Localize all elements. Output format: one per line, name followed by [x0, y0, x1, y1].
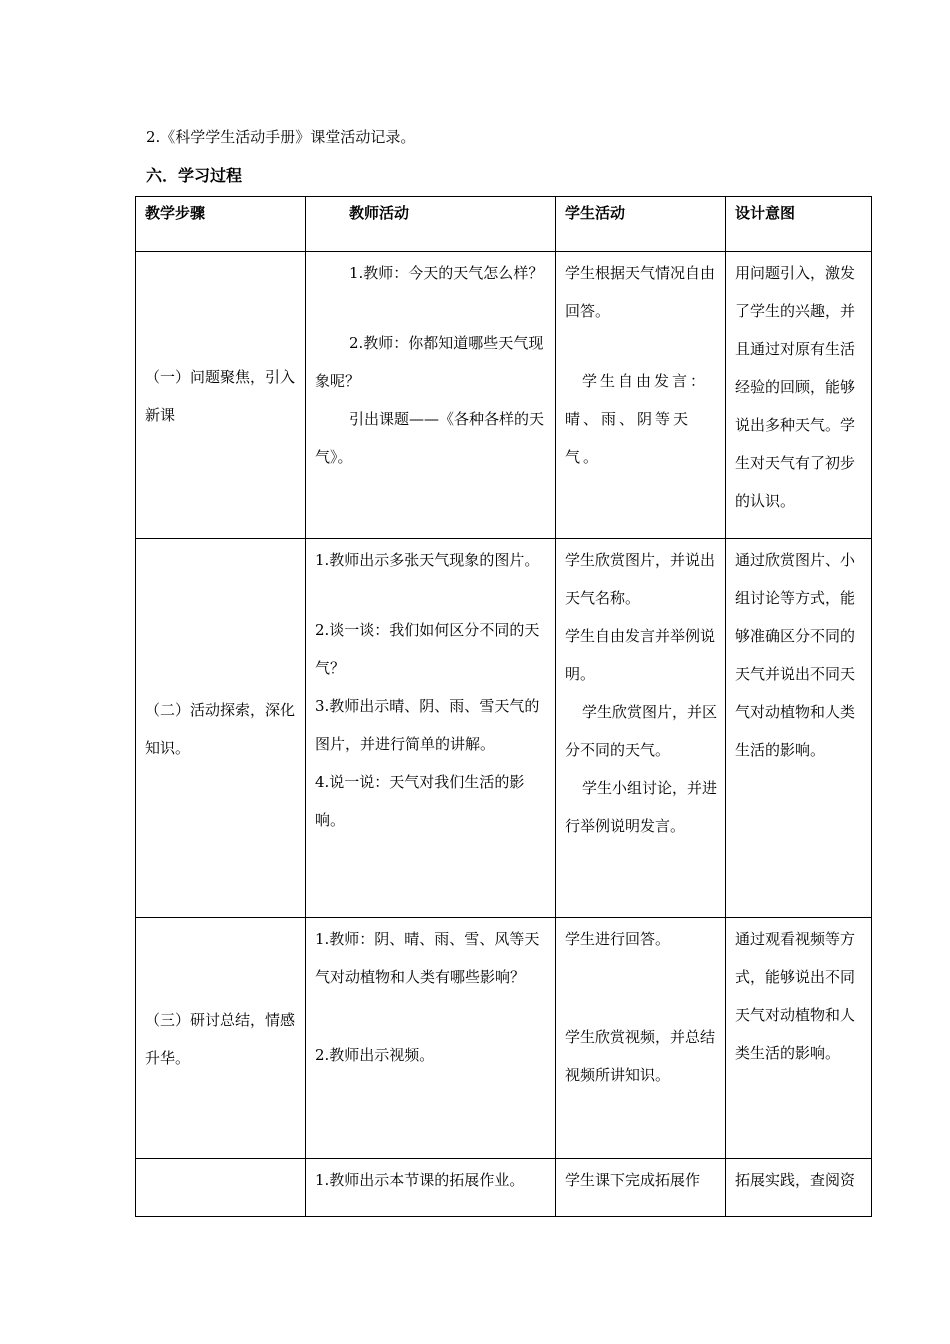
student-line: 学生小组讨论，并进行举例说明发言。	[565, 779, 718, 835]
materials-item-2: 2.《科学学生活动手册》课堂活动记录。	[146, 128, 416, 146]
student-line: 学生自由发言并举例说明。	[565, 627, 716, 683]
step-cell	[136, 1159, 306, 1217]
header-intent: 设计意图	[726, 197, 872, 252]
teacher-line: 1.教师出示多张天气现象的图片。	[315, 551, 540, 569]
intent-cell: 拓展实践，查阅资	[726, 1159, 872, 1217]
teacher-cell	[306, 539, 556, 918]
header-teacher: 教师活动	[306, 197, 556, 252]
section-heading: 六．学习过程	[146, 166, 243, 185]
teacher-line: 2.教师出示视频。	[315, 1046, 435, 1064]
teacher-line: 1.教师：今天的天气怎么样？	[349, 264, 544, 282]
teacher-line: 3.教师出示晴、阴、雨、雪天气的图片，并进行简单的讲解。	[315, 697, 540, 753]
student-cell	[556, 252, 726, 539]
header-student: 学生活动	[556, 197, 726, 252]
intent-cell: 用问题引入，激发了学生的兴趣，并且通过对原有生活经验的回顾，能够说出多种天气。学生对天气有了初步的认识。	[726, 252, 872, 539]
student-line: 学生进行回答。	[565, 930, 671, 948]
header-step: 教学步骤	[136, 197, 306, 252]
table-row	[136, 1159, 872, 1217]
table-row	[136, 918, 872, 1159]
student-line: 学生欣赏图片，并说出天气名称。	[565, 551, 716, 607]
student-cell	[556, 539, 726, 918]
teacher-line: 引出课题——《各种各样的天气》。	[315, 410, 545, 466]
table-row	[136, 539, 872, 918]
student-line: 学生欣赏图片，并区分不同的天气。	[565, 703, 718, 759]
teacher-cell	[306, 918, 556, 1159]
teacher-line: 4.说一说：天气对我们生活的影响。	[315, 773, 525, 829]
intent-cell: 通过观看视频等方式，能够说出不同天气对动植物和人类生活的影响。	[726, 918, 872, 1159]
learning-process-table	[135, 196, 872, 1217]
teacher-line: 2.谈一谈：我们如何区分不同的天气？	[315, 621, 540, 677]
student-cell	[556, 1159, 726, 1217]
teacher-cell	[306, 1159, 556, 1217]
student-line: 学生根据天气情况自由回答。	[565, 264, 716, 320]
teacher-line: 2.教师：你都知道哪些天气现象呢？	[315, 334, 544, 390]
teacher-line: 1.教师出示本节课的拓展作业。	[315, 1171, 525, 1189]
teacher-line: 1.教师：阴、晴、雨、雪、风等天气对动植物和人类有哪些影响？	[315, 930, 540, 986]
student-line: 学生课下完成拓展作	[565, 1171, 701, 1189]
student-line: 学生自由发言：晴、雨、阴等天气。	[565, 372, 709, 466]
student-cell	[556, 918, 726, 1159]
teacher-cell	[306, 252, 556, 539]
step-cell: （一）问题聚焦，引入新课	[136, 252, 306, 539]
step-cell: （三）研讨总结，情感升华。	[136, 918, 306, 1159]
student-line: 学生欣赏视频，并总结视频所讲知识。	[565, 1028, 716, 1084]
table-header-row	[136, 197, 872, 252]
step-cell: （二）活动探索，深化知识。	[136, 539, 306, 918]
table-row	[136, 252, 872, 539]
intent-cell: 通过欣赏图片、小组讨论等方式，能够准确区分不同的天气并说出不同天气对动植物和人类生活的影响。	[726, 539, 872, 918]
